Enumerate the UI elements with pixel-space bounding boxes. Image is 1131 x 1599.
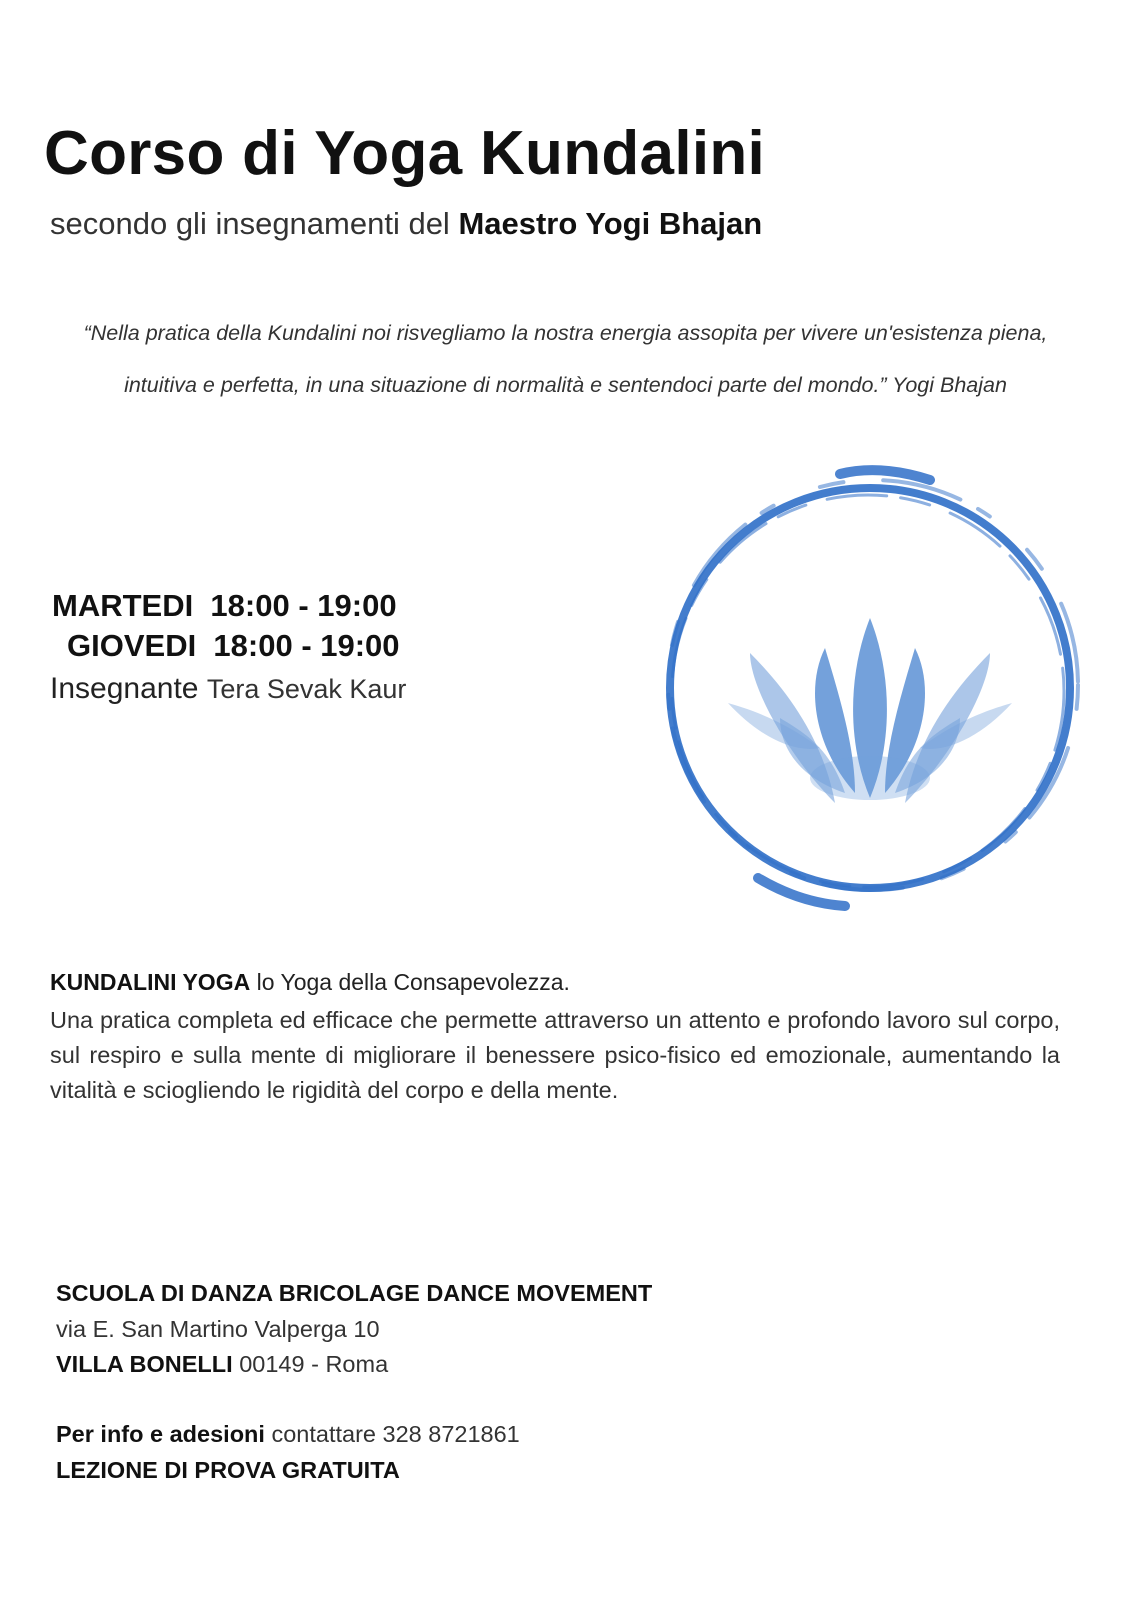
quote-line-2: intuitiva e perfetta, in una situazione di normalità e sentendoci parte del mondo.” Yogi Bhajan [124,373,1007,397]
master-name: Maestro Yogi Bhajan [458,206,763,241]
lotus-in-circle-icon [630,448,1110,928]
subtitle [50,206,762,242]
contact-line [56,1421,520,1448]
schedule-thursday: GIOVEDI 18:00 - 19:00 [67,628,400,663]
page-title: Corso di Yoga Kundalini [44,119,766,188]
description-heading-rest: lo Yoga della Consapevolezza. [250,969,570,995]
subtitle-prefix: secondo gli insegnamenti del [50,206,459,241]
contact-phone: contattare 328 8721861 [264,1421,520,1447]
contact-label: Per info e adesioni [56,1421,265,1447]
lotus-logo-svg [630,448,1110,928]
street-address: via E. San Martino Valperga 10 [56,1316,380,1342]
teacher-line [50,672,406,706]
description-heading [50,969,570,996]
teacher-label: Insegnante [50,672,199,705]
area-name: VILLA BONELLI [56,1351,233,1377]
description-body: Una pratica completa ed efficace che permette attraverso un attento e profondo lavoro sul corpo, sul respiro e sulla mente di migliorare il benessere psico-fisico ed emozionale, aumentando la vitalità e sciogliendo le rigidità del corpo e della mente. [50,1007,1060,1103]
lotus-flower [728,618,1012,803]
school-name: SCUOLA DI DANZA BRICOLAGE DANCE MOVEMENT [56,1280,653,1306]
area-postcode-city: 00149 - Roma [232,1351,389,1377]
schedule-tuesday: MARTEDI 18:00 - 19:00 [52,588,397,623]
quote-line-1: “Nella pratica della Kundalini noi risvegliamo la nostra energia assopita per vivere un'esistenza piena, [83,321,1048,345]
teacher-name: Tera Sevak Kaur [206,674,407,704]
free-trial-note: LEZIONE DI PROVA GRATUITA [56,1457,400,1483]
description-heading-bold: KUNDALINI YOGA [50,969,251,995]
area-address [56,1351,388,1378]
